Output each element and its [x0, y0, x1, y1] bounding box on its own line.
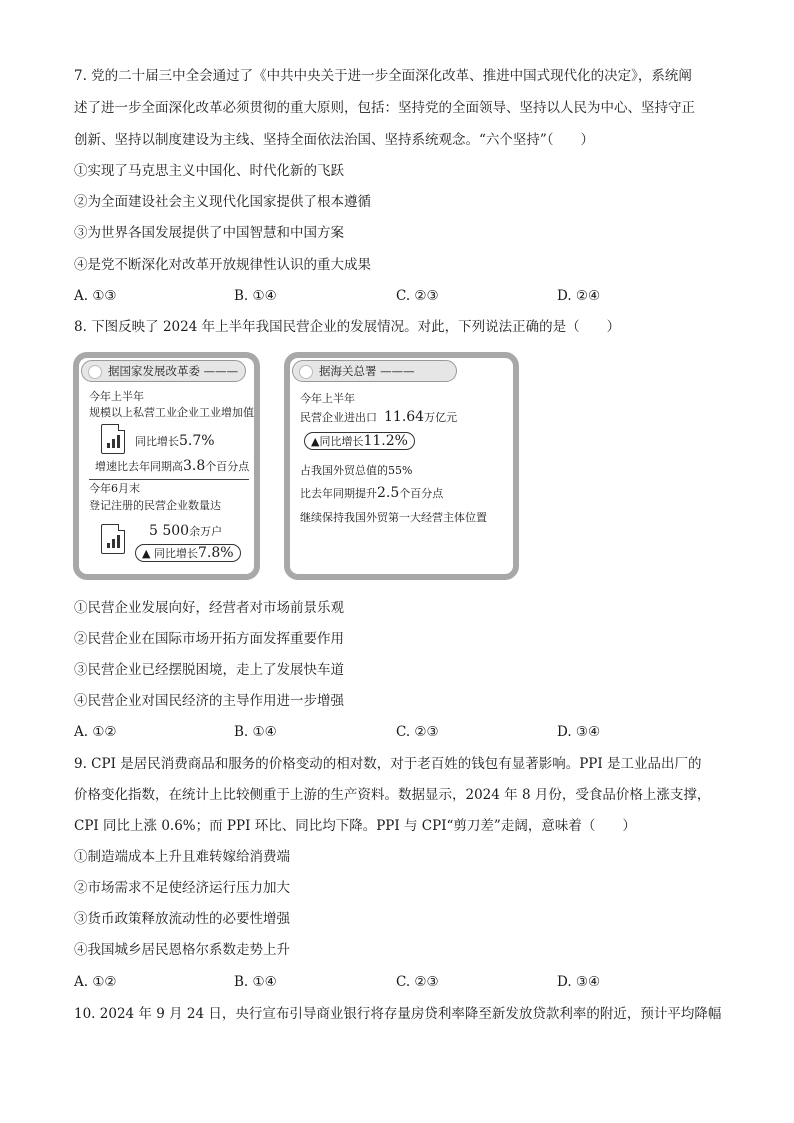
q7-option-a[interactable]: A. ①③	[74, 288, 117, 304]
circle-icon	[299, 365, 313, 379]
q7-option-d[interactable]: D. ②④	[557, 288, 601, 304]
q9-stem-line-2: 价格变化指数，在统计上比较侧重于上游的生产资料。数据显示，2024 年 8 月份，受食品价格上涨支撑，	[74, 787, 711, 803]
ndrc-banner: 据国家发展改革委 ———	[81, 360, 246, 382]
q9-option-d[interactable]: D. ③④	[557, 974, 601, 990]
customs-growth-badge: ▲同比增长11.2%	[304, 432, 415, 450]
ndrc-infographic-card	[73, 352, 260, 580]
q8-option-b[interactable]: B. ①④	[234, 724, 277, 740]
q10-stem-line-1: 10. 2024 年 9 月 24 日，央行宣布引导商业银行将存量房贷利率降至新发放贷款利率的附近，预计平均降幅	[74, 1006, 722, 1022]
customs-increase: 比去年同期提升2.5个百分点	[300, 485, 444, 501]
q9-stem-line-3: CPI 同比上涨 0.6%；而 PPI 环比、同比均下降。PPI 与 CPI“剪刀差”走阔，意味着（ ）	[74, 818, 636, 834]
customs-period: 今年上半年	[300, 392, 355, 405]
q7-stem-line-2: 述了进一步全面深化改革必须贯彻的重大原则，包括：坚持党的全面领导、坚持以人民为中心、坚持守正	[74, 100, 695, 116]
q9-option-b[interactable]: B. ①④	[234, 974, 277, 990]
customs-position: 继续保持我国外贸第一大经营主体位置	[300, 511, 487, 524]
divider	[89, 479, 249, 480]
q8-option-a[interactable]: A. ①②	[74, 724, 117, 740]
ndrc-speed: 增速比去年同期高3.8个百分点	[95, 458, 250, 474]
ndrc-metric: 规模以上私营工业企业工业增加值	[89, 406, 254, 419]
q7-stem-line-3: 创新、坚持以制度建设为主线、坚持全面依法治国、坚持系统观念。“六个坚持”（ ）	[74, 132, 595, 148]
q9-option-c[interactable]: C. ②③	[396, 974, 439, 990]
chart-document-icon	[101, 424, 125, 454]
q7-item-2: ②为全面建设社会主义现代化国家提供了根本遵循	[74, 194, 371, 210]
q8-item-1: ①民营企业发展向好，经营者对市场前景乐观	[74, 600, 344, 616]
q7-stem-line-1: 7. 党的二十届三中全会通过了《中共中央关于进一步全面深化改革、推进中国式现代化的决定》，系统阐	[74, 68, 692, 84]
q7-item-4: ④是党不断深化对改革开放规律性认识的重大成果	[74, 257, 371, 273]
q8-item-2: ②民营企业在国际市场开拓方面发挥重要作用	[74, 631, 344, 647]
q9-item-1: ①制造端成本上升且难转嫁给消费端	[74, 849, 290, 865]
q8-option-c[interactable]: C. ②③	[396, 724, 439, 740]
ndrc-growth-badge: ▲ 同比增长7.8%	[135, 544, 241, 562]
q7-item-3: ③为世界各国发展提供了中国智慧和中国方案	[74, 225, 344, 241]
ndrc-count: 5 500余万户	[149, 523, 223, 539]
q7-option-c[interactable]: C. ②③	[396, 288, 439, 304]
q7-option-b[interactable]: B. ①④	[234, 288, 277, 304]
ndrc-registration: 登记注册的民营企业数量达	[89, 499, 221, 512]
circle-icon	[88, 365, 102, 379]
q8-option-d[interactable]: D. ③④	[557, 724, 601, 740]
ndrc-date: 今年6月末	[89, 482, 140, 495]
q9-option-a[interactable]: A. ①②	[74, 974, 117, 990]
customs-banner: 据海关总署 ———	[292, 360, 457, 382]
customs-trade-value: 民营企业进出口 11.64万亿元	[300, 409, 458, 425]
q8-stem: 8. 下图反映了 2024 年上半年我国民营企业的发展情况。对此，下列说法正确的是（ ）	[74, 319, 621, 335]
q8-item-4: ④民营企业对国民经济的主导作用进一步增强	[74, 693, 344, 709]
q9-stem-line-1: 9. CPI 是居民消费商品和服务的价格变动的相对数，对于老百姓的钱包有显著影响。PPI 是工业品出厂的	[74, 756, 702, 772]
q9-item-3: ③货币政策释放流动性的必要性增强	[74, 911, 290, 927]
customs-infographic-card	[284, 352, 519, 580]
ndrc-growth: 同比增长5.7%	[135, 433, 215, 449]
q9-item-4: ④我国城乡居民恩格尔系数走势上升	[74, 942, 290, 958]
chart-document-icon	[101, 524, 125, 554]
customs-share: 占我国外贸总值的55%	[300, 464, 413, 477]
q9-item-2: ②市场需求不足使经济运行压力加大	[74, 880, 290, 896]
ndrc-period: 今年上半年	[89, 390, 144, 403]
q8-item-3: ③民营企业已经摆脱困境，走上了发展快车道	[74, 662, 344, 678]
q7-item-1: ①实现了马克思主义中国化、时代化新的飞跃	[74, 163, 344, 179]
